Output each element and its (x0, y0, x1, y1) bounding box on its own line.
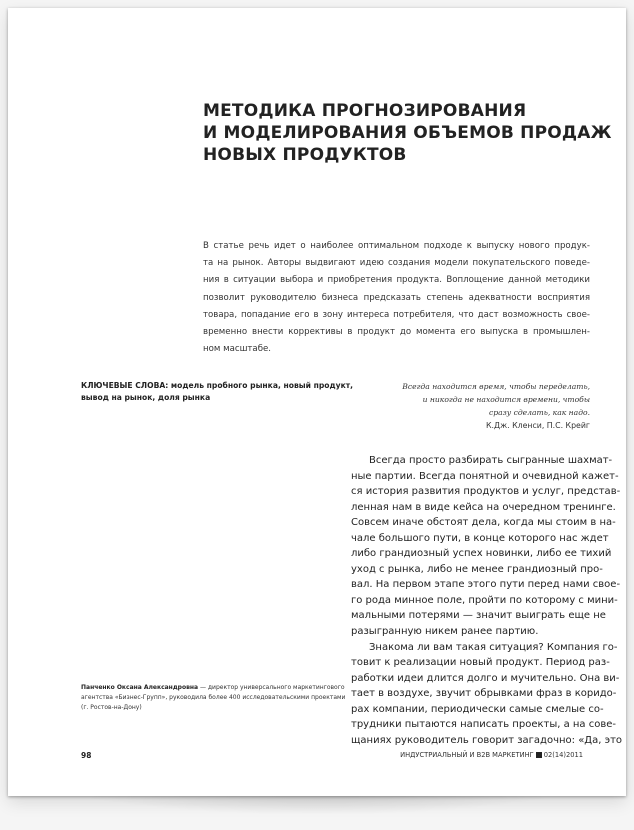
body-line: ные партии. Всегда понятной и очевидной кажет- (351, 470, 619, 482)
article-abstract (203, 238, 590, 358)
page-number: 98 (81, 751, 92, 760)
body-line: уход с рынка, либо не менее грандиозный про- (351, 563, 603, 575)
abstract-line: товара, попадание его в зону интереса потребителя, что даст возможность свое- (203, 309, 590, 320)
epigraph-line: и никогда не находится времени, чтобы (422, 395, 590, 404)
body-line: Всегда просто разбирать сыгранные шахмат- (369, 455, 613, 466)
author-name: Панченко Оксана Александровна (81, 684, 199, 691)
author-role: — директор универсального маркетингового (198, 684, 345, 691)
title-line: И МОДЕЛИРОВАНИЯ ОБЪЕМОВ ПРОДАЖ (203, 123, 612, 143)
body-line: щаниях руководитель говорит загадочно: «Да, это (351, 734, 623, 746)
abstract-line: та на рынок. Авторы выдвигают идею создания модели покупательского поведе- (203, 258, 590, 269)
keywords (81, 380, 354, 403)
body-line: рах компании, периодически самые смелые со- (351, 703, 604, 715)
epigraph-line: Всегда находится время, чтобы переделать, (402, 382, 590, 391)
body-line: разыгранную никем ранее партию. (351, 626, 539, 638)
keywords-line: вывод на рынок, доля рынка (81, 392, 211, 402)
body-line: мальными потерями — значит выиграть еще не (351, 610, 606, 622)
body-line: работки идеи длится долго и мучительно. Она ви- (351, 672, 620, 684)
body-line: Совсем иначе обстоят дела, когда мы стоим в на- (351, 517, 616, 529)
keywords-line: КЛЮЧЕВЫЕ СЛОВА: модель пробного рынка, новый продукт, (81, 381, 354, 390)
body-line: ленная нам в виде кейса на очередном тренинге. (351, 501, 616, 513)
abstract-line: В статье речь идет о наиболее оптимальном подходе к выпуску нового продук- (203, 241, 590, 251)
issue-number: 02(14)2011 (543, 751, 583, 759)
title-line: МЕТОДИКА ПРОГНОЗИРОВАНИЯ (203, 101, 527, 121)
body-line: ся история развития продуктов и услуг, представ- (351, 486, 621, 498)
journal-footer (400, 751, 583, 759)
abstract-line: ния в ситуации выбора и приобретения продукта. Воплощение данной методики (203, 275, 590, 286)
body-line: либо грандиозный успех новинки, либо ее тихий (351, 548, 612, 560)
article-body (351, 453, 623, 748)
epigraph (368, 380, 590, 432)
abstract-line: временно внести коррективы в продукт до момента его выпуска в промышлен- (203, 327, 590, 338)
abstract-line: позволит руководителю бизнеса предсказать степень адекватности восприятия (203, 292, 590, 303)
body-line: чале большого пути, в конце которого нас ждет (351, 532, 609, 544)
body-line: Знакома ли вам такая ситуация? Компания го- (369, 641, 618, 653)
author-info-line: (г. Ростов-на-Дону) (81, 704, 142, 711)
body-line: го рода минное поле, пройти по которому с мини- (351, 594, 618, 606)
author-info-line (81, 683, 345, 693)
body-line: вал. На первом этапе этого пути перед нами свое- (351, 579, 621, 591)
abstract-line: ном масштабе. (203, 344, 272, 355)
epigraph-author: К.Дж. Кленси, П.С. Крейг (486, 421, 590, 430)
journal-page (8, 8, 626, 796)
journal-name: ИНДУСТРИАЛЬНЫЙ И B2B МАРКЕТИНГ (400, 751, 534, 759)
article-title (203, 100, 612, 166)
body-line: товит к реализации новый продукт. Период раз- (351, 657, 610, 669)
author-info-line: агентства «Бизнес-Групп», руководила более 400 исследовательскими проектами (81, 694, 346, 701)
title-line: НОВЫХ ПРОДУКТОВ (203, 145, 407, 165)
square-bullet-icon (536, 752, 542, 758)
author-info (81, 683, 346, 713)
body-line: трудники пытаются написать проекты, а на сове- (351, 719, 617, 731)
epigraph-line: сразу сделать, как надо. (488, 408, 590, 417)
body-line: тает в воздухе, звучит обрывками фраз в коридо- (351, 688, 617, 700)
